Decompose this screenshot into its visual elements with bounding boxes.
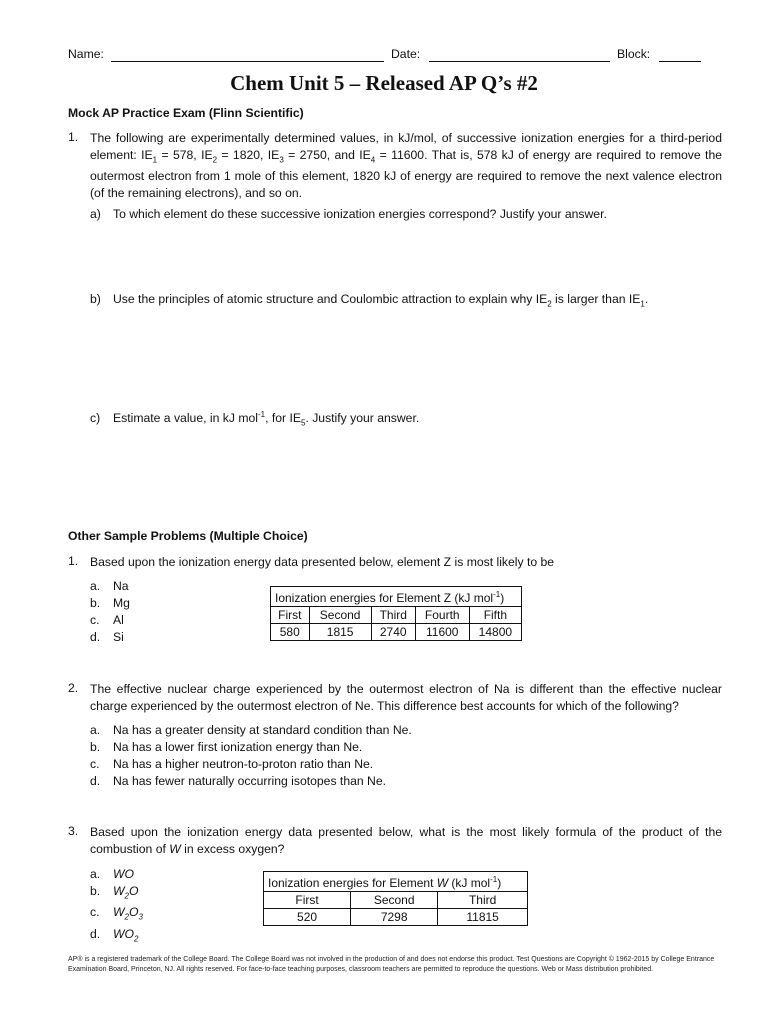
s2-q3-number: 3. <box>68 824 79 838</box>
s1-q1-part-a: a) To which element do these successive ionization energies correspond? Justify your answer. <box>90 207 607 221</box>
option-d[interactable]: d. Na has fewer naturally occurring isotopes than Ne. <box>90 774 387 788</box>
s1-q1-part-b: b) Use the principles of atomic structure and Coulombic attraction to explain why $IE_2$ is larger than $IE_1$. <box>90 292 649 309</box>
option-a[interactable]: a. WO <box>90 867 134 881</box>
option-d[interactable]: d. Si <box>90 630 124 644</box>
table-header-row: First Second Third <box>264 892 528 909</box>
s1-q1-number: 1. <box>68 130 79 144</box>
s2-q3-options <box>90 866 143 947</box>
option-b[interactable]: b. $W_2O$ <box>90 884 139 901</box>
s1-q1-part-c: c) Estimate a value, in kJ mol$^{-1}$, for $IE_5$. Justify your answer. <box>90 410 420 428</box>
option-a[interactable]: a. Na has a greater density at standard condition than Ne. <box>90 723 412 737</box>
table-header-row: First Second Third Fourth Fifth <box>271 607 522 624</box>
option-c[interactable]: c. Al <box>90 613 124 627</box>
s2-q2-options <box>90 722 412 790</box>
block-blank[interactable] <box>659 61 701 62</box>
s2-q1-options <box>90 578 130 646</box>
table-caption: Ionization energies for Element Z (kJ mol$^{-1}$) <box>271 587 522 607</box>
page-title: Chem Unit 5 – Released AP Q’s #2 <box>230 71 538 95</box>
s2-q3-text: Based upon the ionization energy data presented below, what is the most likely formula of the product of the combustion of W in excess oxygen? <box>90 825 722 856</box>
s2-q2-text: The effective nuclear charge experienced by the outermost electron of Na is different than the effective nuclear charge experienced by the outermost electron of Ne. This difference best accounts for which of the following? <box>90 682 722 713</box>
table-caption: Ionization energies for Element W (kJ mol$^{-1}$) <box>264 872 528 892</box>
date-blank[interactable] <box>429 61 610 62</box>
option-c[interactable]: c. Na has a higher neutron-to-proton ratio than Ne. <box>90 757 374 771</box>
s2-q1-text: Based upon the ionization energy data presented below, element Z is most likely to be <box>90 555 555 569</box>
name-label: Name: <box>68 47 104 61</box>
ionization-table-z <box>270 586 522 641</box>
ionization-table-w <box>263 871 528 926</box>
s2-q2-number: 2. <box>68 681 79 695</box>
option-b[interactable]: b. Na has a lower first ionization energy than Ne. <box>90 740 363 754</box>
table-row: 520 7298 11815 <box>264 909 528 926</box>
name-blank[interactable] <box>111 61 384 62</box>
option-c[interactable]: c. $W_2O_3$ <box>90 905 143 922</box>
option-a[interactable]: a. Na <box>90 579 129 593</box>
section1-heading: Mock AP Practice Exam (Flinn Scientific) <box>68 106 304 120</box>
s1-q1-text: The following are experimentally determined values, in kJ/mol, of successive ionization energies for a third-period element: $IE_1 = 578$, $IE_2 = 1820$, $IE_3 = 2750$, and $IE_4 = 11600$. That is, 578 kJ of energy are required to remove the outermost electron from 1 mole of this element, 1820 kJ of energy are required to remove the next valence electron (of the remaining electrons), and so on. <box>90 131 723 200</box>
block-label: Block: <box>617 47 651 61</box>
copyright-footer: AP® is a registered trademark of the College Board. The College Board was not involved in the production of and does not endorse this product. Test Questions are Copyright © 1962-2015 by College Entrance Examination Board, Princeton, NJ. All rights reserved. For face-to-face teaching purposes, classroom teachers are permitted to reproduce the questions. Web or Mass distribution prohibited. <box>68 956 715 973</box>
option-d[interactable]: d. $WO_2$ <box>90 926 139 944</box>
section2-heading: Other Sample Problems (Multiple Choice) <box>68 529 308 543</box>
date-label: Date: <box>391 47 421 61</box>
table-row: 580 1815 2740 11600 14800 <box>271 624 522 641</box>
option-b[interactable]: b. Mg <box>90 596 130 610</box>
s2-q1-number: 1. <box>68 554 79 568</box>
